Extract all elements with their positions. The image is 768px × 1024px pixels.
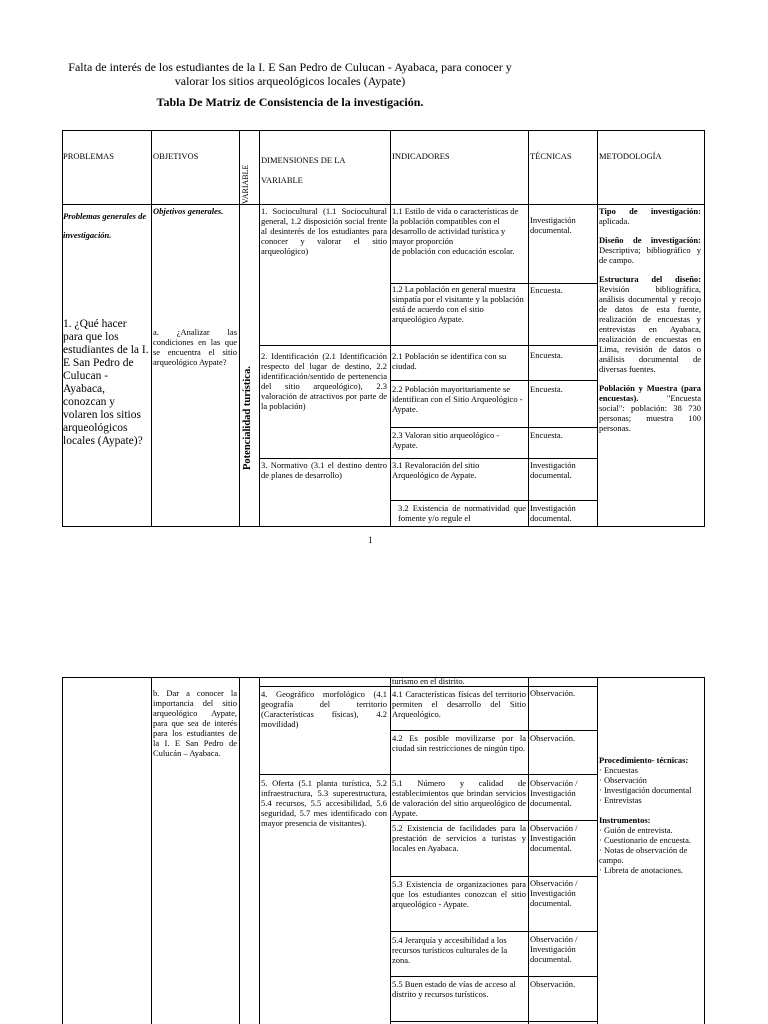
- indicator-4-1: 4.1 Características físicas del territorio permiten el desarrollo del Sitio Arqueológico.: [392, 689, 526, 719]
- met-instr-label: Instrumentos:: [599, 815, 651, 825]
- met-proc-label: Procedimiento- técnicas:: [599, 755, 689, 765]
- technique-p1-7: Investigación documental.: [530, 503, 576, 523]
- technique-p2-6: Observación / Investigación documental.: [530, 934, 578, 964]
- met-poblacion-value: "Encuesta social": población: 38 730 personas; muestra 100 personas.: [599, 393, 701, 433]
- indicator-2-1: 2.1 Población se identifica con su ciudad.: [392, 351, 507, 371]
- header-variable: VARIABLE: [241, 164, 250, 204]
- met-diseno-label: Diseño de investigación:: [599, 235, 701, 245]
- table-caption: Tabla De Matriz de Consistencia de la investigación.: [156, 95, 424, 109]
- dimension-1: 1. Sociocultural (1.1 Sociocultural general, 1.2 disposición social frente al desinterés de los estudiantes para conocer y valorar el sitio arqueológico): [261, 206, 387, 256]
- objetivos-heading: Objetivos generales.: [153, 206, 224, 216]
- title-line-1: Falta de interés de los estudiantes de la I. E San Pedro de Culucan - Ayabaca, para conocer y: [68, 60, 512, 74]
- technique-p1-4: Encuesta.: [530, 384, 563, 394]
- metodologia-page-2: [599, 755, 701, 875]
- page-number: 1: [368, 535, 373, 545]
- technique-p1-2: Encuesta.: [530, 285, 563, 295]
- dimension-3: 3. Normativo (3.1 el destino dentro de planes de desarrollo): [261, 460, 387, 480]
- title-line-2: valorar los sitios arqueológicos locales (Aypate): [174, 74, 406, 88]
- indicator-3-2: 3.2 Existencia de normatividad que fomente y/o regule el: [398, 503, 526, 523]
- technique-p1-1: Investigación documental.: [530, 215, 576, 235]
- technique-p1-3: Encuesta.: [530, 350, 563, 360]
- technique-p2-4: Observación / Investigación documental.: [530, 823, 578, 853]
- met-poblacion-label: Población y Muestra (para encuestas).: [599, 383, 701, 403]
- indicator-2-2: 2.2 Población mayoritariamente se identifican con el Sitio Arqueológico - Aypate.: [392, 384, 523, 414]
- header-tecnicas: TÉCNICAS: [530, 151, 572, 161]
- problema-1: 1. ¿Qué hacer para que los estudiantes de la I. E San Pedro de Culucan - Ayabaca, conozcan y volaren los sitios arqueológicos locales (Aypate)?: [63, 318, 149, 447]
- met-estructura-value: Revisión bibliográfica, análisis documental y recojo de datos de esta fuente, realización de encuestas y entrevistas en Ayabaca, realización de encuestas en Lima, revisión de datos o análisis documental de diversas fuentes.: [599, 284, 701, 374]
- technique-p2-1: Observación.: [530, 688, 576, 698]
- technique-p2-7: Observación.: [530, 979, 576, 989]
- metodologia-page-1: [599, 206, 701, 433]
- dimension-5: 5. Oferta (5.1 planta turística, 5.2 infraestructura, 5.3 superestructura, 5.4 recursos, 5.5 accesibilidad, 5.6 seguridad, 5.7 mes identificado con mayor presencia de visitantes).: [261, 778, 387, 828]
- met-estructura-label: Estructura del diseño:: [599, 274, 701, 284]
- indicator-4-2: 4.2 Es posible movilizarse por la ciudad sin restricciones de ningún tipo.: [392, 733, 526, 753]
- header-objetivos: OBJETIVOS: [153, 151, 199, 161]
- header-indicadores: INDICADORES: [392, 151, 450, 161]
- technique-p1-6: Investigación documental.: [530, 460, 576, 480]
- indicator-5-3: 5.3 Existencia de organizaciones para que los estudiantes conozcan el sitio arqueológico - Aypate.: [392, 879, 526, 909]
- indicator-5-1: 5.1 Número y calidad de establecimientos que brindan servicios de valoración del sitio arqueológico de Aypate.: [392, 778, 526, 818]
- problemas-heading: Problemas generales de investigación.: [63, 211, 147, 240]
- indicator-3-1: 3.1 Revaloración del sitio Arqueológico de Aypate.: [392, 460, 480, 480]
- objetivo-b: b. Dar a conocer la importancia del sitio arqueológico Aypate, para que sea de interés para los estudiantes de la I. E San Pedro de Culucán – Ayabaca.: [153, 688, 237, 758]
- objetivo-a: a. ¿Analizar las condiciones en las que se encuentra el sitio arqueológico Aypate?: [153, 327, 237, 367]
- indicator-5-2: 5.2 Existencia de facilidades para la prestación de servicios a turistas y locales en Ayabaca.: [392, 823, 526, 853]
- met-tipo-label: Tipo de investigación:: [599, 206, 701, 216]
- technique-p2-2: Observación.: [530, 733, 576, 743]
- header-metodologia: METODOLOGÍA: [599, 151, 662, 161]
- dimension-2: 2. Identificación (2.1 Identificación respecto del lugar de destino, 2.2 identificación/sentido de pertenencia del sitio arqueológico), 2.3 valoración de atractivos por parte de la población): [261, 351, 387, 411]
- indicator-5-5: 5.5 Buen estado de vías de acceso al distrito y recursos turísticos.: [392, 979, 516, 999]
- indicator-1-1: 1.1 Estilo de vida o características de la población compatibles con el desarrollo de actividad turística y mayor proporción de población con educación escolar.: [392, 206, 519, 256]
- technique-p1-5: Encuesta.: [530, 430, 563, 440]
- met-tipo-value: aplicada.: [599, 216, 630, 226]
- technique-p2-3: Observación / Investigación documental.: [530, 778, 578, 808]
- indicator-5-4: 5.4 Jerarquía y accesibilidad a los recursos turísticos culturales de la zona.: [392, 935, 508, 965]
- met-proc-items: · Encuestas · Observación · Investigación documental · Entrevistas: [599, 765, 692, 805]
- variable-value: Potencialidad turística.: [242, 366, 253, 470]
- dimension-4: 4. Geográfico morfológico (4.1 geografía del territorio (Características físicas), 4.2 movilidad): [261, 689, 387, 729]
- document-title: [55, 60, 525, 88]
- indicator-1-2: 1.2 La población en general muestra simpatía por el visitante y la población está de acuerdo con el sitio arqueológico Aypate.: [392, 284, 524, 324]
- header-problemas: PROBLEMAS: [63, 151, 115, 161]
- met-diseno-value: Descriptiva; bibliográfico y de campo.: [599, 245, 701, 265]
- technique-p2-5: Observación / Investigación documental.: [530, 878, 578, 908]
- indicator-3-2-continued: turismo en el distrito.: [392, 676, 465, 686]
- indicator-2-3: 2.3 Valoran sitio arqueológico - Aypate.: [392, 430, 500, 450]
- met-instr-items: · Guión de entrevista. · Cuestionario de encuesta. · Notas de observación de campo. · Libreta de anotaciones.: [599, 825, 692, 875]
- header-dimensiones: DIMENSIONES DE LA VARIABLE: [261, 155, 346, 185]
